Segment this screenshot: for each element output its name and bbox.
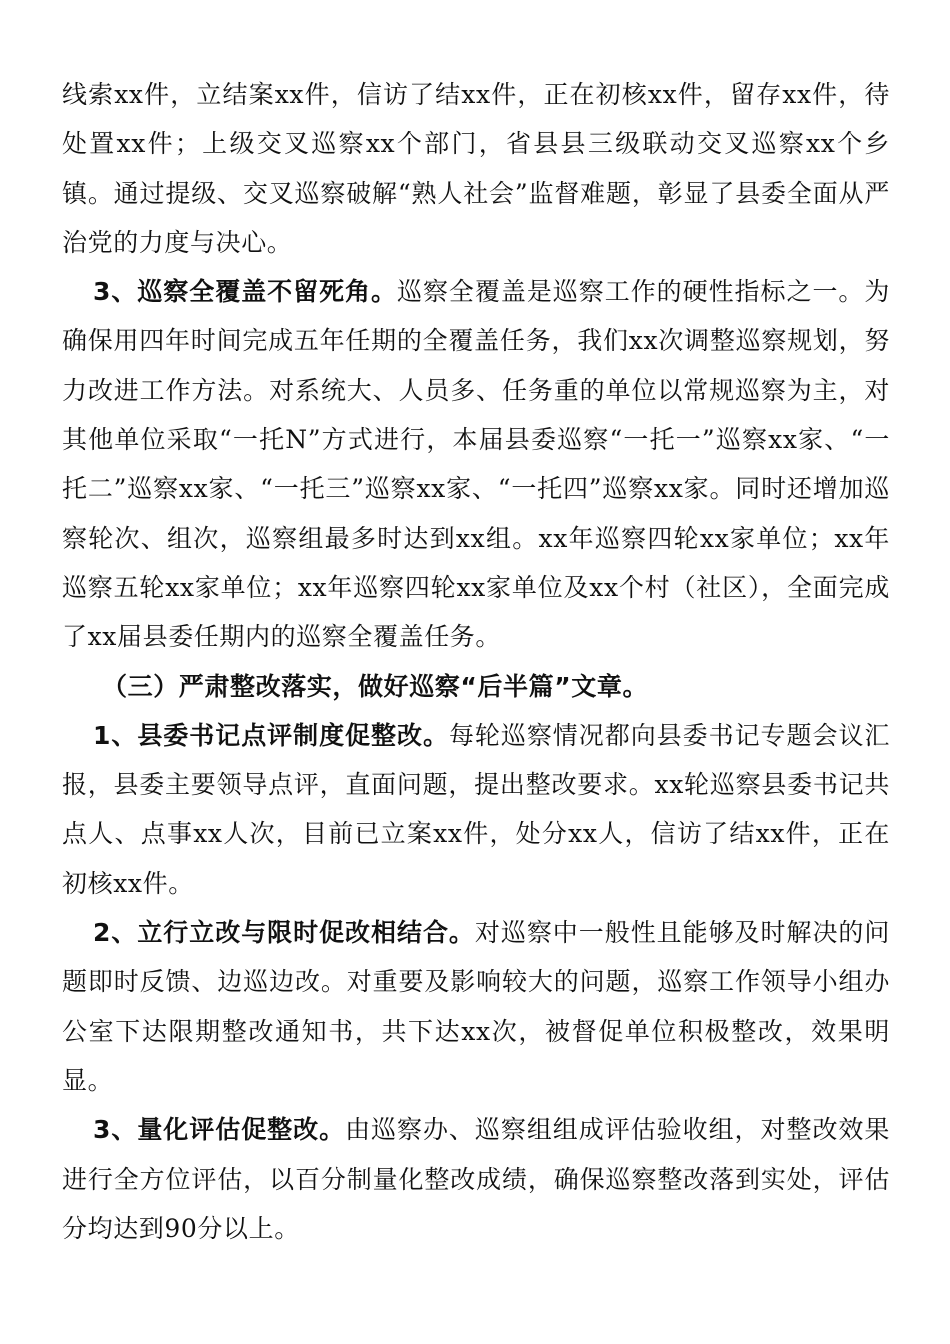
section-heading: （三）严肃整改落实，做好巡察“后半篇”文章。 [102, 671, 649, 701]
paragraph-quantified-evaluation [62, 1105, 890, 1253]
paragraph-lead: 2、立行立改与限时促改相结合。 [93, 918, 475, 948]
document-body [62, 70, 890, 1253]
paragraph-immediate-rectification [62, 908, 890, 1105]
paragraph-secretary-review [62, 711, 890, 908]
paragraph-text: 每轮巡察情况都向县委书记专题会议汇报，县委主要领导点评，直面问题，提出整改要求。xx轮巡察县委书记共点人、点事xx人次，目前已立案xx件，处分xx人，信访了结xx件，正在初核xx件。 [62, 720, 891, 898]
paragraph-coverage [62, 267, 890, 661]
paragraph-lead: 1、县委书记点评制度促整改。 [93, 720, 449, 750]
paragraph-text: 线索xx件，立结案xx件，信访了结xx件，正在初核xx件，留存xx件，待处置xx件；上级交叉巡察xx个部门，省县县三级联动交叉巡察xx个乡镇。通过提级、交叉巡察破解“熟人社会”监督难题，彰显了县委全面从严治党的力度与决心。 [62, 80, 890, 257]
paragraph-lead: 3、量化评估促整改。 [93, 1115, 346, 1145]
paragraph-text: 巡察全覆盖是巡察工作的硬性指标之一。为确保用四年时间完成五年任期的全覆盖任务，我们xx次调整巡察规划，努力改进工作方法。对系统大、人员多、任务重的单位以常规巡察为主，对其他单位采取“一托N”方式进行，本届县委巡察“一托一”巡察xx家、“一托二”巡察xx家、“一托三”巡察xx家、“一托四”巡察xx家。同时还增加巡察轮次、组次，巡察组最多时达到xx组。xx年巡察四轮xx家单位；xx年巡察五轮xx家单位；xx年巡察四轮xx家单位及xx个村（社区），全面完成了xx届县委任期内的巡察全覆盖任务。 [62, 277, 890, 652]
paragraph-text: 对巡察中一般性且能够及时解决的问题即时反馈、边巡边改。对重要及影响较大的问题，巡察工作领导小组办公室下达限期整改通知书，共下达xx次，被督促单位积极整改，效果明显。 [62, 918, 890, 1095]
paragraph-lead: 3、巡察全覆盖不留死角。 [93, 277, 397, 307]
paragraph-text: 由巡察办、巡察组组成评估验收组，对整改效果进行全方位评估，以百分制量化整改成绩，确保巡察整改落到实处，评估分均达到90分以上。 [62, 1115, 890, 1243]
paragraph-continued [62, 70, 890, 267]
